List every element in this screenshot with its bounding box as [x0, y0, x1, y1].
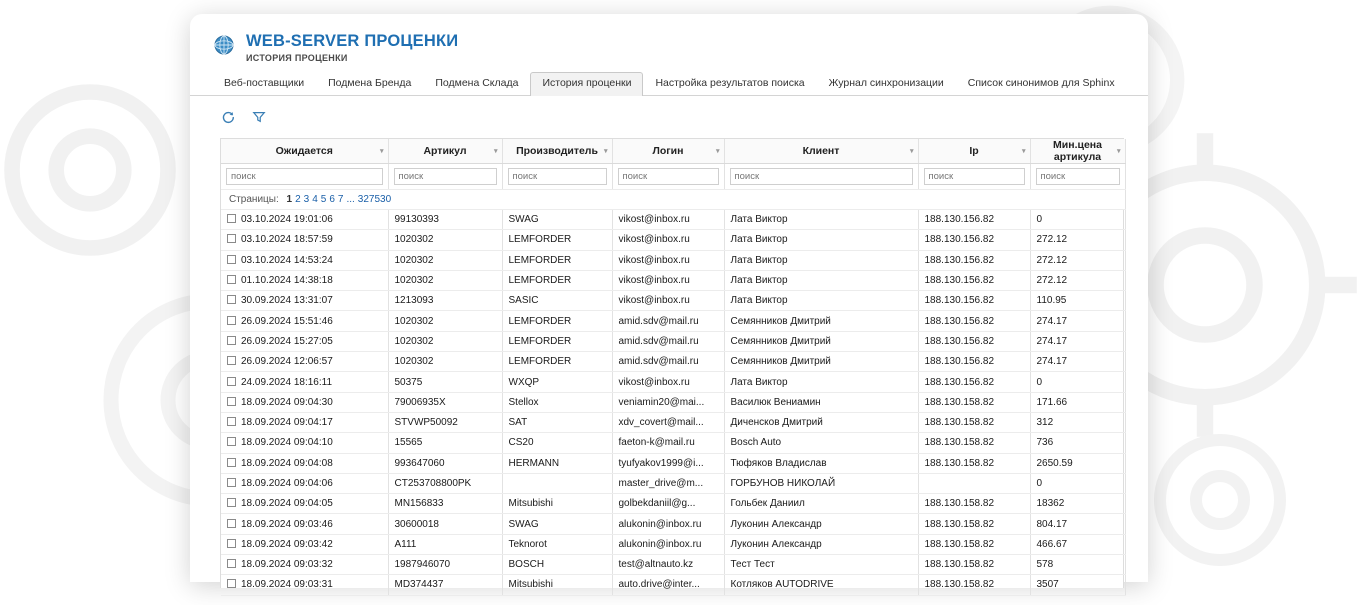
table-row[interactable]: [221, 575, 1125, 595]
cell-minprice: 171.66: [1030, 392, 1125, 412]
cell-date-label: 26.09.2024 12:06:57: [241, 356, 333, 368]
gear-decor-icon: [1120, 400, 1320, 600]
cell-minprice: 272.12: [1030, 270, 1125, 290]
page-title: WEB-SERVER ПРОЦЕНКИ: [246, 32, 459, 50]
history-grid: [220, 138, 1124, 591]
cell-minprice: 578: [1030, 555, 1125, 575]
cell-article: 99130393: [388, 210, 502, 230]
chevron-down-icon[interactable]: ▾: [379, 148, 384, 155]
cell-date: [221, 291, 388, 311]
cell-minprice: 274.17: [1030, 331, 1125, 351]
row-checkbox[interactable]: [227, 234, 236, 243]
cell-article: 79006935X: [388, 392, 502, 412]
cell-login: vikost@inbox.ru: [612, 291, 724, 311]
column-header-4[interactable]: [724, 139, 918, 164]
tab-2[interactable]: Подмена Склада: [435, 77, 519, 89]
cell-date: [221, 311, 388, 331]
cell-manufacturer: LEMFORDER: [502, 311, 612, 331]
refresh-icon[interactable]: [220, 110, 235, 125]
cell-minprice: 272.12: [1030, 250, 1125, 270]
row-checkbox[interactable]: [227, 458, 236, 467]
cell-client: Bosch Auto: [724, 433, 918, 453]
cell-client: Котляков AUTODRIVE: [724, 575, 918, 595]
pager-page-4[interactable]: 5: [320, 194, 327, 205]
cell-minprice: 736: [1030, 433, 1125, 453]
column-header-0[interactable]: [221, 139, 388, 164]
cell-date-label: 18.09.2024 09:04:30: [241, 396, 333, 408]
filter-input-2[interactable]: [508, 168, 607, 185]
cell-manufacturer: Stellox: [502, 392, 612, 412]
column-header-3[interactable]: [612, 139, 724, 164]
cell-manufacturer: CS20: [502, 433, 612, 453]
cell-ip: 188.130.156.82: [918, 311, 1030, 331]
cell-client: ГОРБУНОВ НИКОЛАЙ: [724, 473, 918, 493]
cell-login: golbekdaniil@g...: [612, 494, 724, 514]
cell-login: master_drive@m...: [612, 473, 724, 493]
cell-minprice: 0: [1030, 372, 1125, 392]
history-table: [221, 139, 1126, 596]
cell-date: [221, 270, 388, 290]
filter-row: [221, 164, 1125, 190]
cell-date: [221, 412, 388, 432]
tab-5[interactable]: Журнал синхронизации: [828, 77, 944, 89]
pager-label: Страницы:: [229, 194, 279, 205]
cell-client: Луконин Александр: [724, 534, 918, 554]
cell-login: test@altnauto.kz: [612, 555, 724, 575]
pager-page-0[interactable]: 1: [286, 194, 293, 205]
row-checkbox[interactable]: [227, 417, 236, 426]
column-header-5[interactable]: [918, 139, 1030, 164]
table-row[interactable]: [221, 392, 1125, 412]
cell-date: [221, 352, 388, 372]
cell-date-label: 18.09.2024 09:04:06: [241, 478, 333, 489]
row-checkbox[interactable]: [227, 397, 236, 406]
table-row[interactable]: [221, 311, 1125, 331]
cell-login: veniamin20@mai...: [612, 392, 724, 412]
cell-ip: 188.130.156.82: [918, 210, 1030, 230]
cell-article: 1987946070: [388, 555, 502, 575]
application-window: [190, 14, 1148, 591]
cell-ip: 188.130.158.82: [918, 575, 1030, 595]
table-row[interactable]: [221, 433, 1125, 453]
cell-manufacturer: LEMFORDER: [502, 250, 612, 270]
tab-6[interactable]: Список синонимов для Sphinx: [967, 77, 1115, 89]
column-header-label: Артикул: [423, 145, 467, 157]
cell-ip: 188.130.158.82: [918, 514, 1030, 534]
cell-ip: 188.130.158.82: [918, 412, 1030, 432]
cell-ip: 188.130.156.82: [918, 352, 1030, 372]
filter-icon[interactable]: [251, 110, 266, 125]
filter-cell-1: [388, 164, 502, 190]
cell-date-label: 18.09.2024 09:04:08: [241, 457, 333, 469]
app-header: [190, 14, 1148, 72]
grid-toolbar: [190, 102, 1148, 132]
row-checkbox[interactable]: [227, 519, 236, 528]
cell-ip: 188.130.156.82: [918, 250, 1030, 270]
cell-ip: 188.130.156.82: [918, 291, 1030, 311]
cell-client: Лата Виктор: [724, 270, 918, 290]
tab-1[interactable]: Подмена Бренда: [328, 77, 412, 89]
cell-date-label: 18.09.2024 09:03:32: [241, 559, 333, 571]
cell-manufacturer: BOSCH: [502, 555, 612, 575]
tab-0[interactable]: Веб-поставщики: [224, 77, 305, 89]
cell-client: Лата Виктор: [724, 291, 918, 311]
filter-input-5[interactable]: [924, 168, 1025, 185]
cell-date: [221, 575, 388, 595]
cell-article: A111: [388, 534, 502, 554]
table-row[interactable]: [221, 291, 1125, 311]
chevron-down-icon[interactable]: ▾: [715, 148, 720, 155]
row-checkbox[interactable]: [227, 478, 236, 487]
cell-ip: 188.130.156.82: [918, 331, 1030, 351]
cell-manufacturer: WXQP: [502, 372, 612, 392]
row-checkbox[interactable]: [227, 316, 236, 325]
cell-article: 1020302: [388, 311, 502, 331]
cell-date-label: 18.09.2024 09:04:17: [241, 417, 333, 429]
cell-manufacturer: LEMFORDER: [502, 270, 612, 290]
cell-minprice: 804.17: [1030, 514, 1125, 534]
cell-article: 1020302: [388, 331, 502, 351]
cell-article: 993647060: [388, 453, 502, 473]
cell-client: Семянников Дмитрий: [724, 352, 918, 372]
cell-date: [221, 534, 388, 554]
row-checkbox[interactable]: [227, 539, 236, 548]
table-row[interactable]: [221, 230, 1125, 250]
column-header-label: Мин.цена артикула: [1053, 139, 1102, 163]
cell-client: Лата Виктор: [724, 372, 918, 392]
cell-login: xdv_covert@mail...: [612, 412, 724, 432]
filter-input-6[interactable]: [1036, 168, 1120, 185]
row-checkbox[interactable]: [227, 559, 236, 568]
column-header-label: Производитель: [516, 145, 598, 157]
cell-date-label: 03.10.2024 19:01:06: [241, 214, 333, 226]
cell-manufacturer: HERMANN: [502, 453, 612, 473]
column-header-1[interactable]: [388, 139, 502, 164]
cell-ip: 188.130.156.82: [918, 372, 1030, 392]
table-row[interactable]: [221, 270, 1125, 290]
filter-input-1[interactable]: [394, 168, 497, 185]
globe-gear-icon: [212, 33, 236, 57]
column-header-label: Ожидается: [275, 145, 333, 157]
cell-date-label: 24.09.2024 18:16:11: [241, 376, 333, 388]
cell-date-label: 18.09.2024 09:03:42: [241, 538, 333, 550]
filter-input-4[interactable]: [730, 168, 913, 185]
row-checkbox[interactable]: [227, 498, 236, 507]
cell-article: 1020302: [388, 250, 502, 270]
cell-manufacturer: LEMFORDER: [502, 352, 612, 372]
cell-date-label: 18.09.2024 09:04:05: [241, 498, 333, 510]
row-checkbox[interactable]: [227, 356, 236, 365]
pager-row: [221, 190, 1125, 210]
cell-minprice: 3507: [1030, 575, 1125, 595]
cell-login: amid.sdv@mail.ru: [612, 331, 724, 351]
table-row[interactable]: [221, 555, 1125, 575]
cell-manufacturer: SWAG: [502, 514, 612, 534]
cell-minprice: 312: [1030, 412, 1125, 432]
cell-ip: 188.130.158.82: [918, 433, 1030, 453]
cell-ip: 188.130.158.82: [918, 534, 1030, 554]
cell-article: STVWP50092: [388, 412, 502, 432]
cell-date-label: 18.09.2024 09:04:10: [241, 437, 333, 449]
cell-minprice: 274.17: [1030, 352, 1125, 372]
cell-minprice: 110.95: [1030, 291, 1125, 311]
cell-ip: 188.130.156.82: [918, 230, 1030, 250]
cell-article: 50375: [388, 372, 502, 392]
cell-ip: 188.130.158.82: [918, 453, 1030, 473]
cell-login: amid.sdv@mail.ru: [612, 311, 724, 331]
cell-client: Диченсков Дмитрий: [724, 412, 918, 432]
table-row[interactable]: [221, 412, 1125, 432]
column-header-label: Клиент: [802, 145, 840, 157]
cell-article: 1020302: [388, 230, 502, 250]
title-block: [246, 32, 458, 63]
table-row[interactable]: [221, 372, 1125, 392]
cell-date-label: 01.10.2024 14:38:18: [241, 275, 333, 287]
row-checkbox[interactable]: [227, 336, 236, 345]
pager-page-5[interactable]: 6: [329, 194, 335, 205]
cell-minprice: 272.12: [1030, 230, 1125, 250]
cell-login: vikost@inbox.ru: [612, 210, 724, 230]
pager-page-8[interactable]: 327530: [357, 194, 392, 205]
pager-page-2[interactable]: 3: [303, 194, 310, 205]
cell-article: CT253708800PK: [388, 473, 502, 493]
cell-login: auto.drive@inter...: [612, 575, 724, 595]
cell-client: Лата Виктор: [724, 230, 918, 250]
cell-login: vikost@inbox.ru: [612, 250, 724, 270]
cell-client: Лата Виктор: [724, 250, 918, 270]
pager-links[interactable]: [287, 194, 395, 205]
table-row[interactable]: [221, 210, 1125, 230]
cell-login: alukonin@inbox.ru: [612, 514, 724, 534]
cell-article: 1020302: [388, 270, 502, 290]
row-checkbox[interactable]: [227, 377, 236, 386]
column-header-2[interactable]: [502, 139, 612, 164]
cell-date: [221, 473, 388, 493]
tab-3[interactable]: История проценки: [530, 72, 643, 96]
cell-client: Луконин Александр: [724, 514, 918, 534]
cell-manufacturer: LEMFORDER: [502, 230, 612, 250]
cell-article: 1213093: [388, 291, 502, 311]
chevron-down-icon[interactable]: ▾: [1116, 148, 1121, 155]
pager-page-3[interactable]: 4: [312, 194, 318, 205]
chevron-down-icon[interactable]: ▾: [1021, 148, 1026, 155]
cell-manufacturer: SASIC: [502, 291, 612, 311]
cell-login: faeton-k@mail.ru: [612, 433, 724, 453]
cell-client: Тест Тест: [724, 555, 918, 575]
cell-date: [221, 250, 388, 270]
cell-article: MD374437: [388, 575, 502, 595]
cell-client: Василюк Вениамин: [724, 392, 918, 412]
chevron-down-icon[interactable]: ▾: [493, 148, 498, 155]
cell-manufacturer: Mitsubishi: [502, 494, 612, 514]
row-checkbox[interactable]: [227, 437, 236, 446]
cell-ip: 188.130.158.82: [918, 555, 1030, 575]
cell-ip: 188.130.156.82: [918, 270, 1030, 290]
cell-login: vikost@inbox.ru: [612, 372, 724, 392]
cell-date: [221, 230, 388, 250]
table-row[interactable]: [221, 494, 1125, 514]
table-row[interactable]: [221, 473, 1125, 493]
chevron-down-icon[interactable]: ▾: [909, 148, 914, 155]
column-header-label: Логин: [652, 145, 684, 157]
table-row[interactable]: [221, 250, 1125, 270]
cell-date-label: 30.09.2024 13:31:07: [241, 295, 333, 307]
cell-date: [221, 494, 388, 514]
cell-date: [221, 453, 388, 473]
row-checkbox[interactable]: [227, 214, 236, 223]
cell-manufacturer: LEMFORDER: [502, 331, 612, 351]
cell-client: Гольбек Даниил: [724, 494, 918, 514]
cell-login: alukonin@inbox.ru: [612, 534, 724, 554]
table-row[interactable]: [221, 514, 1125, 534]
filter-input-3[interactable]: [618, 168, 719, 185]
cell-date: [221, 210, 388, 230]
cell-login: vikost@inbox.ru: [612, 270, 724, 290]
cell-minprice: 466.67: [1030, 534, 1125, 554]
pager-page-6[interactable]: 7: [337, 194, 344, 205]
cell-client: Семянников Дмитрий: [724, 311, 918, 331]
cell-ip: [918, 473, 1030, 493]
cell-login: amid.sdv@mail.ru: [612, 352, 724, 372]
cell-client: Тюфяков Владислав: [724, 453, 918, 473]
cell-manufacturer: [502, 473, 612, 493]
filter-cell-6: [1030, 164, 1125, 190]
filter-cell-3: [612, 164, 724, 190]
pager-page-1[interactable]: 2: [295, 194, 301, 205]
cell-date-label: 18.09.2024 09:03:31: [241, 579, 333, 591]
cell-article: 15565: [388, 433, 502, 453]
cell-minprice: 0: [1030, 473, 1125, 493]
tab-bar: [190, 72, 1148, 96]
column-header-6[interactable]: [1030, 139, 1125, 164]
cell-article: 30600018: [388, 514, 502, 534]
cell-date: [221, 555, 388, 575]
cell-date-label: 26.09.2024 15:51:46: [241, 315, 333, 327]
cell-date-label: 26.09.2024 15:27:05: [241, 335, 333, 347]
table-head: [221, 139, 1125, 210]
row-checkbox[interactable]: [227, 255, 236, 264]
pager: [221, 190, 1125, 210]
cell-date: [221, 331, 388, 351]
row-checkbox[interactable]: [227, 275, 236, 284]
cell-date-label: 18.09.2024 09:03:46: [241, 518, 333, 530]
table-row[interactable]: [221, 453, 1125, 473]
filter-cell-0: [221, 164, 388, 190]
cell-client: Лата Виктор: [724, 210, 918, 230]
cell-date-label: 03.10.2024 18:57:59: [241, 234, 333, 246]
cell-ip: 188.130.158.82: [918, 494, 1030, 514]
cell-login: vikost@inbox.ru: [612, 230, 724, 250]
cell-article: 1020302: [388, 352, 502, 372]
cell-manufacturer: SWAG: [502, 210, 612, 230]
cell-article: MN156833: [388, 494, 502, 514]
cell-date: [221, 372, 388, 392]
filter-input-0[interactable]: [226, 168, 383, 185]
row-checkbox[interactable]: [227, 579, 236, 588]
table-body: [221, 210, 1125, 596]
cell-client: Семянников Дмитрий: [724, 331, 918, 351]
table-row[interactable]: [221, 331, 1125, 351]
cell-minprice: 2650.59: [1030, 453, 1125, 473]
filter-cell-5: [918, 164, 1030, 190]
cell-minprice: 0: [1030, 210, 1125, 230]
pager-page-7[interactable]: ...: [346, 194, 355, 205]
cell-date-label: 03.10.2024 14:53:24: [241, 254, 333, 266]
cell-login: tyufyakov1999@i...: [612, 453, 724, 473]
filter-cell-4: [724, 164, 918, 190]
filter-cell-2: [502, 164, 612, 190]
row-checkbox[interactable]: [227, 295, 236, 304]
header-row: [221, 139, 1125, 164]
cell-date: [221, 392, 388, 412]
cell-manufacturer: Mitsubishi: [502, 575, 612, 595]
cell-manufacturer: Teknorot: [502, 534, 612, 554]
cell-date: [221, 514, 388, 534]
column-header-label: Ip: [969, 145, 979, 157]
cell-minprice: 18362: [1030, 494, 1125, 514]
cell-date: [221, 433, 388, 453]
cell-ip: 188.130.158.82: [918, 392, 1030, 412]
cell-manufacturer: SAT: [502, 412, 612, 432]
table-row[interactable]: [221, 352, 1125, 372]
chevron-down-icon[interactable]: ▾: [603, 148, 608, 155]
cell-minprice: 274.17: [1030, 311, 1125, 331]
tab-4[interactable]: Настройка результатов поиска: [655, 77, 805, 89]
page-subtitle: ИСТОРИЯ ПРОЦЕНКИ: [246, 53, 348, 63]
table-row[interactable]: [221, 534, 1125, 554]
